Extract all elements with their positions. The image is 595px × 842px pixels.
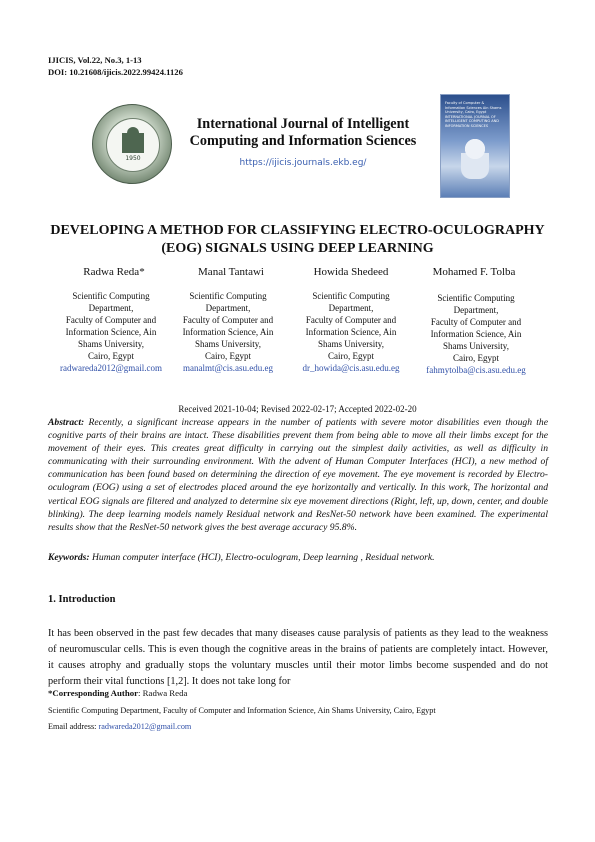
author-name: Manal Tantawi: [198, 266, 264, 278]
author-name: Howida Shedeed: [313, 266, 389, 278]
journal-cover-image: [440, 94, 510, 198]
author-affiliation: Scientific Computing Department, Faculty of Computer and Information Science, Ain Shams University, Cairo, Egypt fahmytolba@cis.asu.edu.eg: [416, 292, 536, 376]
author-affiliation: Scientific Computing Department, Faculty of Computer and Information Science, Ain Shams University, Cairo, Egypt manalmt@cis.asu.edu.eg: [166, 290, 290, 374]
author-email[interactable]: fahmytolba@cis.asu.edu.eg: [426, 365, 526, 375]
robot-figure-icon: [461, 139, 489, 179]
university-seal-logo: [92, 104, 172, 184]
section-heading: 1. Introduction: [48, 594, 116, 605]
citation: IJICIS, Vol.22, No.3, 1-13: [48, 55, 142, 65]
footnote-email-link[interactable]: radwareda2012@gmail.com: [98, 722, 192, 731]
introduction-text: It has been observed in the past few decades that many diseases cause paralysis of patients as they lead to the weakness of neuromuscular cells. This is even though the cognitive areas in the brains of patients are completely intact. However, it causes atrophy and gradually stops the voluntary muscles until their motor limbs become suspended and do not perform their vital functions [1,2]. It does not take long for: [48, 628, 548, 687]
author-affiliation: Scientific Computing Department, Faculty of Computer and Information Science, Ain Shams University, Cairo, Egypt dr_howida@cis.asu.edu.eg: [288, 290, 414, 374]
corresponding-author: [48, 688, 187, 698]
author-email[interactable]: radwareda2012@gmail.com: [59, 363, 162, 373]
keywords-text: Human computer interface (HCI), Electro-oculogram, Deep learning , Residual network.: [91, 552, 435, 563]
author-email[interactable]: dr_howida@cis.asu.edu.eg: [302, 363, 400, 373]
cover-title: Faculty of Computer & Information Sciences Ain Shams University, Cairo, Egypt INTERNATIONAL JOURNAL OF INTELLIGENT COMPUTING AND INFORMATION SCIENCES: [445, 101, 502, 128]
author-name: Radwa Reda*: [83, 266, 145, 278]
keywords-label: Keywords:: [48, 552, 90, 563]
corr-label: *Corresponding Author: [48, 688, 139, 698]
journal-url-link[interactable]: https://ijicis.journals.ekb.eg/: [239, 158, 367, 168]
abstract-text: Recently, a significant increase appears in the number of patients with severe motor disabilities even though the cognitive parts of their brains are intact. These disabilities prevent them from being able to move all their limbs except for the movement of their eyes. This creates great difficulty in carrying out the simplest daily activities, as well as difficulty in communicating with their surrounding environment. With the advent of Human Computer Interfaces (HCI), a new method of communication has been found based on determining the direction of eye movement. The eye movement is recorded by Electro-oculogram (EOG) using a set of electrodes placed around the eye horizontally and vertically. In this work, The horizontal and vertical EOG signals are filtered and analyzed to determine six eye movement directions (Right, left, up, down, center, and double blinking). The deep learning models namely Residual network and ResNet-50 network have been examined. The experimental results show that the ResNet-50 network gives the best average accuracy 95.8%.: [48, 417, 548, 533]
abstract: [48, 416, 548, 534]
author-name: Mohamed F. Tolba: [432, 266, 516, 278]
email-label: Email address:: [48, 722, 99, 731]
corr-name: : Radwa Reda: [138, 688, 188, 698]
author-affiliation: Scientific Computing Department, Faculty of Computer and Information Science, Ain Shams University, Cairo, Egypt radwareda2012@gmail.com: [44, 290, 178, 374]
paper-title: DEVELOPING A METHOD FOR CLASSIFYING ELECTRO-OCULOGRAPHY (EOG) SIGNALS USING DEEP LEARNING: [50, 223, 545, 256]
abstract-label: Abstract:: [48, 417, 85, 428]
journal-title: International Journal of Intelligent Computing and Information Sciences: [189, 116, 417, 149]
seal-year: 1950: [125, 155, 141, 162]
author-email[interactable]: manalmt@cis.asu.edu.eg: [182, 363, 273, 373]
keywords: [48, 552, 548, 563]
footnote-affiliation: Scientific Computing Department, Faculty of Computer and Information Science, Ain Shams University, Cairo, Egypt: [48, 706, 436, 715]
received-dates: Received 2021-10-04; Revised 2022-02-17; Accepted 2022-02-20: [178, 404, 417, 414]
footnote-email: [48, 722, 191, 731]
doi: DOI: 10.21608/ijicis.2022.99424.1126: [48, 67, 183, 77]
